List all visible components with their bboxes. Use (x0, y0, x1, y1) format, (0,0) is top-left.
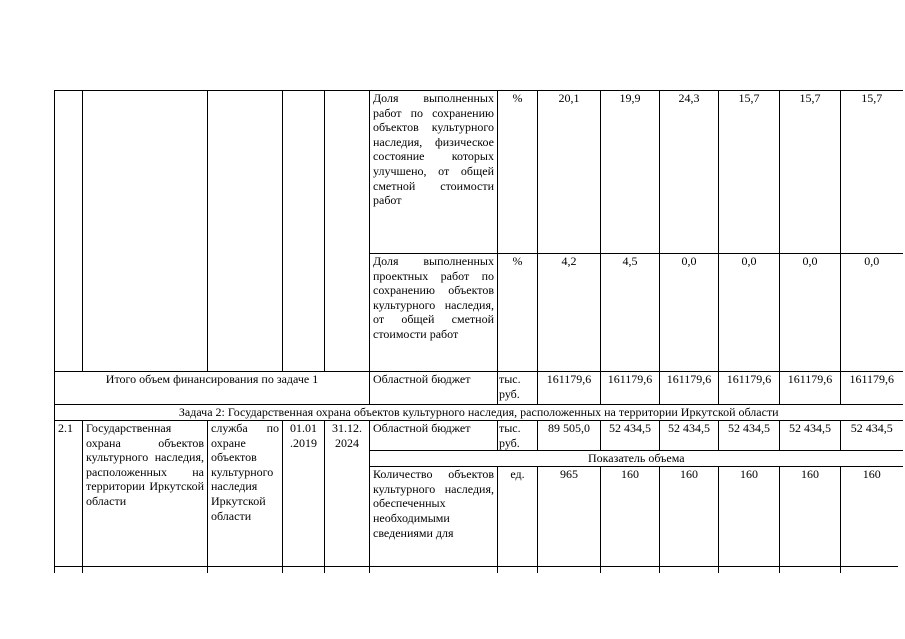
value-cell: 161179,6 (538, 372, 601, 405)
table-bottom-edge (54, 566, 898, 567)
value-cell: 161179,6 (601, 372, 660, 405)
indicator-text: Доля выполненных проектных работ по сохранению объектов культурного наследия, от общей сметной стоимости работ (370, 254, 498, 372)
value-cell: 161179,6 (841, 372, 903, 405)
funding-source: Областной бюджет (370, 421, 498, 451)
empty-cell-start (283, 91, 325, 372)
empty-cell-end (325, 91, 370, 372)
end-date: 31.12. 2024 (325, 421, 370, 573)
unit-cell: % (498, 254, 538, 372)
empty-cell-num (55, 91, 83, 372)
table-row (55, 91, 903, 254)
value-cell: 0,0 (780, 254, 841, 372)
value-cell: 15,7 (719, 91, 780, 254)
program-table (54, 90, 903, 573)
item-executor: служба по охране объектов культурного наследия Иркутской области (208, 421, 283, 573)
funding-source: Областной бюджет (370, 372, 498, 405)
value-cell: 52 434,5 (719, 421, 780, 451)
value-cell: 0,0 (719, 254, 780, 372)
value-cell: 160 (780, 467, 841, 573)
total-label: Итого объем финансирования по задаче 1 (55, 372, 370, 405)
indicator-text: Количество объектов культурного наследия, обеспеченных необходимыми сведениями для (370, 467, 498, 573)
value-cell: 24,3 (660, 91, 719, 254)
value-cell: 161179,6 (780, 372, 841, 405)
value-cell: 160 (660, 467, 719, 573)
item-name: Государственная охрана объектов культурного наследия, расположенных на территории Иркутской области (83, 421, 208, 573)
total-row (55, 372, 903, 405)
empty-cell-executor (208, 91, 283, 372)
value-cell: 89 505,0 (538, 421, 601, 451)
table-row (55, 421, 903, 451)
value-cell: 15,7 (841, 91, 903, 254)
value-cell: 4,2 (538, 254, 601, 372)
value-cell: 52 434,5 (601, 421, 660, 451)
value-cell: 965 (538, 467, 601, 573)
value-cell: 52 434,5 (841, 421, 903, 451)
value-cell: 4,5 (601, 254, 660, 372)
unit-cell: ед. (498, 467, 538, 573)
task-header-row (55, 405, 903, 421)
value-cell: 0,0 (841, 254, 903, 372)
value-cell: 0,0 (660, 254, 719, 372)
value-cell: 161179,6 (719, 372, 780, 405)
value-cell: 52 434,5 (660, 421, 719, 451)
start-date: 01.01 .2019 (283, 421, 325, 573)
indicator-text: Доля выполненных работ по сохранению объектов культурного наследия, физическое состояние которых улучшено, от общей сметной стоимости работ (370, 91, 498, 254)
value-cell: 19,9 (601, 91, 660, 254)
task2-title: Задача 2: Государственная охрана объектов культурного наследия, расположенных на территории Иркутской области (55, 405, 903, 421)
value-cell: 160 (841, 467, 903, 573)
value-cell: 15,7 (780, 91, 841, 254)
unit-cell: % (498, 91, 538, 254)
value-cell: 161179,6 (660, 372, 719, 405)
unit-cell: тыс. руб. (498, 372, 538, 405)
value-cell: 160 (601, 467, 660, 573)
volume-indicator-header: Показатель объема (370, 451, 903, 467)
empty-cell-name (83, 91, 208, 372)
value-cell: 20,1 (538, 91, 601, 254)
item-number: 2.1 (55, 421, 83, 573)
value-cell: 52 434,5 (780, 421, 841, 451)
value-cell: 160 (719, 467, 780, 573)
unit-cell: тыс. руб. (498, 421, 538, 451)
